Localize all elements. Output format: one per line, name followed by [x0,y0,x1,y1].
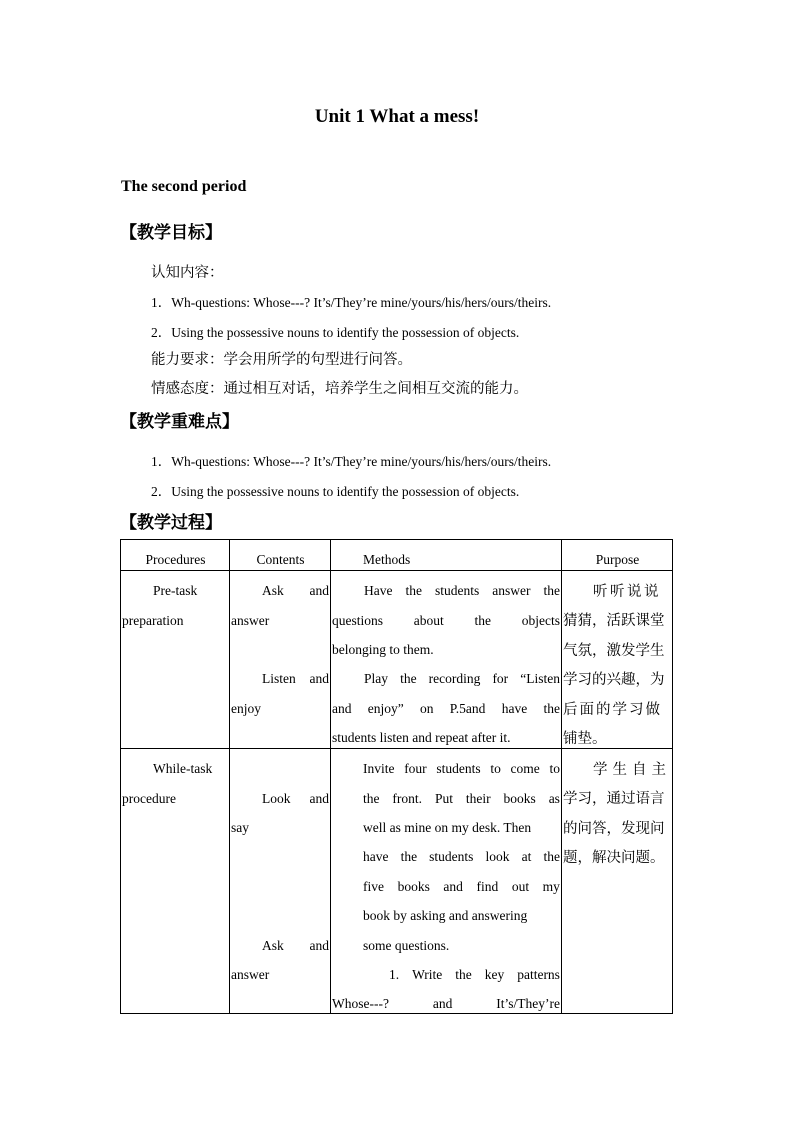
word: find [476,879,499,894]
word: Play [364,671,389,686]
word: and [432,996,453,1011]
word: the [474,613,491,628]
word: students [434,583,480,598]
methods-line: students listen and repeat after it. [332,730,511,745]
word: on [420,701,434,716]
word: the [543,583,560,598]
methods-line [363,849,560,865]
word: the [400,849,418,864]
section-heading-goals: 【教学目标】 [120,223,222,243]
header-procedures [121,540,230,571]
period-heading: The second period [121,178,247,195]
word: books [503,791,536,806]
contents-word: and [309,791,329,806]
methods-line [389,967,560,983]
word: P.5and [449,701,486,716]
word: Whose---? [332,996,389,1011]
procedure-cell [121,749,230,1014]
methods-line [363,879,560,895]
methods-cell [331,571,562,749]
contents-word: Ask [262,583,284,598]
header-methods [331,540,562,571]
methods-line [363,761,560,777]
word: the [405,583,422,598]
purpose-line: 学习，通过语言 [563,791,665,807]
word: for [492,671,509,686]
word: the [543,849,560,864]
purpose-cell [562,571,673,749]
word: books [397,879,430,894]
word: five [363,879,384,894]
word: students [436,761,481,776]
methods-line [332,996,560,1012]
purpose-line: 听听说说 [593,584,661,600]
header-purpose-label: Purpose [595,552,640,567]
methods-line [364,671,560,687]
cognitive-label: 认知内容： [151,265,224,281]
ability-requirement: 能力要求：学会用所学的句型进行问答。 [151,352,412,368]
methods-line [364,583,560,599]
word: 1. [389,967,400,982]
methods-line [332,613,560,629]
procedure-line: While-task [153,761,213,776]
goal-item-1: 1．Wh-questions: Whose---? It’s/They’re mine/yours/his/hers/ours/theirs. [151,295,552,310]
word: the [400,671,417,686]
procedure-line: Pre-task [153,583,198,598]
purpose-line: 铺垫。 [563,731,607,747]
purpose-line: 学生自主 [593,762,671,778]
contents-word: answer [231,613,270,628]
methods-line: book by asking and answering [363,908,528,923]
word: and [443,879,463,894]
methods-line [332,701,560,717]
contents-word: enjoy [231,701,261,716]
purpose-line: 的问答，发现问 [563,821,665,837]
emotion-attitude: 情感态度：通过相互对话，培养学生之间相互交流的能力。 [151,381,528,397]
table-row [121,749,673,1014]
contents-word: Ask [262,938,284,953]
word: out [511,879,530,894]
word: the [543,701,560,716]
contents-word: Listen [262,671,296,686]
methods-line: well as mine on my desk. Then [363,820,532,835]
header-contents-label: Contents [256,552,305,567]
word: the [363,791,380,806]
contents-word: and [309,671,329,686]
word: their [465,791,491,806]
methods-cell [331,749,562,1014]
word: “Listen [520,671,560,686]
key-point-item-2: 2．Using the possessive nouns to identify the possession of objects. [151,484,520,499]
purpose-cell [562,749,673,1014]
document-title: Unit 1 What a mess! [314,106,480,127]
contents-word: say [231,820,249,835]
table-row [121,571,673,749]
procedure-line: preparation [122,613,184,628]
purpose-line: 后面的学习做 [563,702,662,718]
methods-line: belonging to them. [332,642,434,657]
word: my [542,879,560,894]
word: students [429,849,474,864]
header-purpose [562,540,673,571]
procedure-cell [121,571,230,749]
section-heading-process: 【教学过程】 [120,513,222,533]
word: front. [392,791,423,806]
header-contents [230,540,331,571]
word: have [501,701,528,716]
word: enjoy” [367,701,404,716]
word: as [548,791,560,806]
purpose-line: 气氛，激发学生 [563,643,665,659]
word: Write [412,967,443,982]
word: questions [332,613,384,628]
contents-word: and [309,583,329,598]
word: about [413,613,444,628]
word: patterns [517,967,560,982]
word: and [332,701,352,716]
word: It’s/They’re [496,996,560,1011]
word: answer [492,583,531,598]
header-methods-label: Methods [363,552,411,567]
word: recording [428,671,481,686]
table-header-row [121,540,673,571]
word: four [404,761,427,776]
contents-word: Look [262,791,291,806]
contents-cell [230,749,331,1014]
word: Put [434,791,453,806]
word: to [490,761,501,776]
process-table [120,539,673,1014]
contents-word: answer [231,967,270,982]
word: Have [364,583,393,598]
word: come [510,761,540,776]
goal-item-2: 2．Using the possessive nouns to identify the possession of objects. [151,325,520,340]
word: look [485,849,510,864]
methods-line: some questions. [363,938,450,953]
word: the [455,967,472,982]
purpose-line: 题，解决问题。 [563,850,665,866]
key-point-item-1: 1．Wh-questions: Whose---? It’s/They’re mine/yours/his/hers/ours/theirs. [151,454,552,469]
word: to [549,761,560,776]
contents-cell [230,571,331,749]
header-procedures-label: Procedures [145,552,206,567]
methods-line [363,791,560,807]
purpose-line: 学习的兴趣，为 [563,672,665,688]
purpose-line: 猜猜，活跃课堂 [563,613,665,629]
word: Invite [363,761,395,776]
word: at [521,849,532,864]
section-heading-key-points: 【教学重难点】 [120,412,239,432]
contents-word: and [309,938,329,953]
procedure-line: procedure [122,791,176,806]
word: objects [521,613,560,628]
word: have [363,849,389,864]
word: key [484,967,505,982]
